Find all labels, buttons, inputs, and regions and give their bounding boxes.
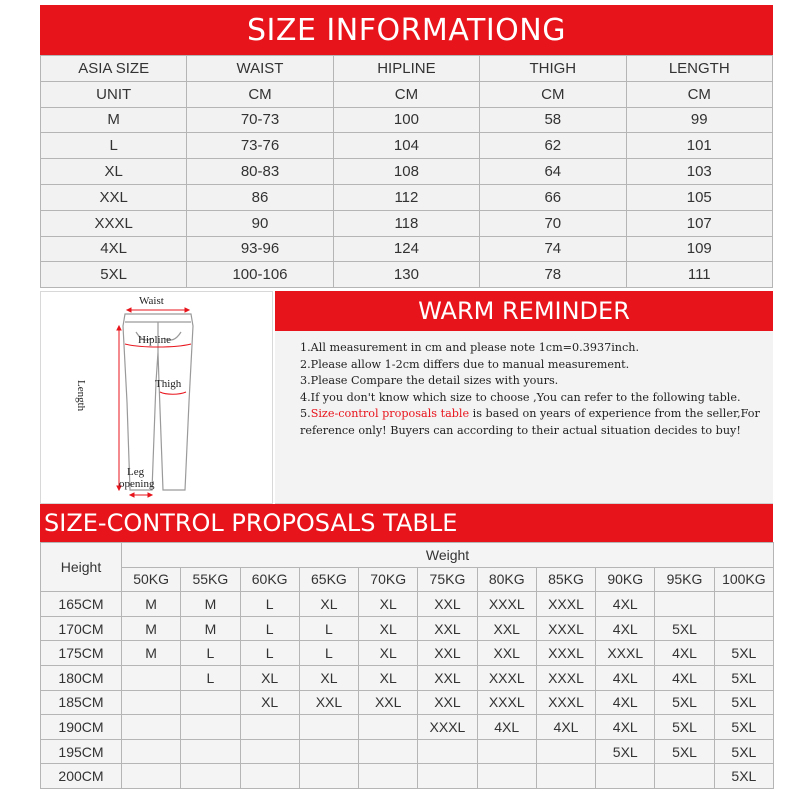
size-cell: XL — [240, 665, 299, 690]
weight-cell: 70KG — [359, 567, 418, 592]
size-cell: XXL — [418, 641, 477, 666]
size-cell — [240, 739, 299, 764]
pants-measurement-diagram — [40, 291, 273, 504]
size-cell — [714, 616, 773, 641]
table-row — [41, 690, 774, 715]
warm-reminder-text — [300, 340, 770, 440]
size-cell — [714, 592, 773, 617]
table-row — [41, 641, 774, 666]
length-cell: 107 — [626, 210, 773, 236]
size-cell: M — [122, 616, 181, 641]
size-cell: M — [181, 592, 240, 617]
height-cell: 180CM — [41, 665, 122, 690]
size-cell: 5XL — [596, 739, 655, 764]
size-cell — [359, 739, 418, 764]
size-cell: XXL — [418, 592, 477, 617]
size-cell: XL — [240, 690, 299, 715]
size-cell: L — [181, 665, 240, 690]
height-cell: 165CM — [41, 592, 122, 617]
size-cell: XXL — [477, 641, 536, 666]
size-cell: 4XL — [596, 592, 655, 617]
length-cell: 111 — [626, 262, 773, 288]
size-cell: 5XL — [714, 739, 773, 764]
weight-cell: 100KG — [714, 567, 773, 592]
header-asia-size: ASIA SIZE — [41, 56, 187, 82]
table-row — [41, 210, 773, 236]
size-cell — [536, 764, 595, 789]
reminder-line-5-highlight: Size-control proposals table — [310, 407, 470, 421]
size-cell: 5XL — [655, 616, 714, 641]
waist-cell: 100-106 — [187, 262, 333, 288]
size-cell: L — [299, 641, 358, 666]
size-table-header-row — [41, 56, 773, 82]
size-cell — [359, 715, 418, 740]
size-cell: XL — [359, 616, 418, 641]
reminder-line-4: 4.If you don't know which size to choose ,You can refer to the following table. — [300, 390, 741, 404]
thigh-cell: 74 — [480, 236, 626, 262]
size-cell: L — [240, 616, 299, 641]
weight-cell: 65KG — [299, 567, 358, 592]
size-cell — [536, 739, 595, 764]
header-thigh: THIGH — [480, 56, 626, 82]
table-row — [41, 236, 773, 262]
length-cell: 103 — [626, 159, 773, 185]
size-cell: 4XL — [596, 616, 655, 641]
height-cell: 185CM — [41, 690, 122, 715]
size-cell: XXL — [418, 616, 477, 641]
thigh-cell: 62 — [480, 133, 626, 159]
size-info-table — [40, 55, 773, 288]
size-cell: XXL — [418, 690, 477, 715]
hipline-cell: 112 — [333, 184, 479, 210]
size-cell: M — [122, 592, 181, 617]
size-cell: 4XL — [477, 715, 536, 740]
size-cell — [655, 592, 714, 617]
hipline-cell: 118 — [333, 210, 479, 236]
size-control-table — [40, 542, 774, 789]
size-cell — [596, 764, 655, 789]
length-cell: 101 — [626, 133, 773, 159]
size-cell: 5XL — [655, 690, 714, 715]
size-cell — [181, 764, 240, 789]
size-cell: XXL — [299, 690, 358, 715]
unit-length: CM — [626, 81, 773, 107]
waist-cell: 90 — [187, 210, 333, 236]
size-cell — [299, 739, 358, 764]
height-cell: 190CM — [41, 715, 122, 740]
size-cell — [359, 764, 418, 789]
size-cell: L — [41, 133, 187, 159]
table-row — [41, 262, 773, 288]
size-cell: XL — [299, 665, 358, 690]
weight-cell: 95KG — [655, 567, 714, 592]
length-cell: 99 — [626, 107, 773, 133]
size-cell — [477, 764, 536, 789]
size-info-title: SIZE INFORMATIONG — [40, 5, 773, 55]
waist-cell: 70-73 — [187, 107, 333, 133]
size-cell — [418, 739, 477, 764]
size-cell: XXXL — [477, 665, 536, 690]
length-cell: 109 — [626, 236, 773, 262]
size-cell — [299, 715, 358, 740]
size-cell: L — [299, 616, 358, 641]
header-hipline: HIPLINE — [333, 56, 479, 82]
size-cell: XXXL — [536, 592, 595, 617]
unit-label: UNIT — [41, 81, 187, 107]
size-cell: M — [181, 616, 240, 641]
size-cell: 5XL — [714, 690, 773, 715]
size-cell: 5XL — [655, 715, 714, 740]
control-header-row — [41, 543, 774, 568]
size-cell: 4XL — [596, 690, 655, 715]
unit-thigh: CM — [480, 81, 626, 107]
reminder-line-5 — [300, 406, 770, 439]
hipline-cell: 130 — [333, 262, 479, 288]
hipline-cell: 100 — [333, 107, 479, 133]
waist-label: Waist — [139, 295, 164, 307]
size-cell — [181, 715, 240, 740]
size-cell: 5XL — [714, 764, 773, 789]
size-cell: XXXL — [536, 665, 595, 690]
hipline-cell: 104 — [333, 133, 479, 159]
size-cell: 4XL — [596, 665, 655, 690]
height-header: Height — [41, 543, 122, 592]
unit-hipline: CM — [333, 81, 479, 107]
weight-cell: 75KG — [418, 567, 477, 592]
thigh-cell: 70 — [480, 210, 626, 236]
size-cell: XL — [41, 159, 187, 185]
thigh-label: Thigh — [155, 378, 182, 390]
weight-cell: 55KG — [181, 567, 240, 592]
table-row — [41, 616, 774, 641]
size-cell — [122, 715, 181, 740]
weight-cell: 90KG — [596, 567, 655, 592]
leg-label: Leg — [127, 466, 145, 478]
table-row — [41, 184, 773, 210]
thigh-cell: 66 — [480, 184, 626, 210]
size-cell: XXL — [359, 690, 418, 715]
weight-cell: 60KG — [240, 567, 299, 592]
table-row — [41, 665, 774, 690]
size-cell — [122, 665, 181, 690]
weight-cell: 85KG — [536, 567, 595, 592]
size-cell: XXXL — [536, 690, 595, 715]
height-cell: 195CM — [41, 739, 122, 764]
size-table-unit-row — [41, 81, 773, 107]
hipline-cell: 108 — [333, 159, 479, 185]
unit-waist: CM — [187, 81, 333, 107]
size-cell — [418, 764, 477, 789]
size-cell: XXL — [477, 616, 536, 641]
size-cell — [240, 715, 299, 740]
size-cell: 5XL — [41, 262, 187, 288]
length-label: Length — [75, 380, 87, 412]
size-cell — [122, 690, 181, 715]
waist-cell: 93-96 — [187, 236, 333, 262]
size-cell: L — [240, 641, 299, 666]
size-cell: XL — [359, 641, 418, 666]
size-cell: 5XL — [655, 739, 714, 764]
size-cell: 4XL — [41, 236, 187, 262]
size-cell: M — [122, 641, 181, 666]
reminder-line-3: 3.Please Compare the detail sizes with yours. — [300, 374, 559, 388]
height-cell: 175CM — [41, 641, 122, 666]
size-cell: XL — [359, 592, 418, 617]
weight-cell: 80KG — [477, 567, 536, 592]
size-cell: XXXL — [418, 715, 477, 740]
table-row — [41, 592, 774, 617]
size-cell: XXXL — [477, 592, 536, 617]
table-row — [41, 159, 773, 185]
size-cell: XXXL — [41, 210, 187, 236]
table-row — [41, 133, 773, 159]
size-cell — [240, 764, 299, 789]
hipline-label: Hipline — [138, 334, 171, 346]
size-cell — [299, 764, 358, 789]
size-cell — [122, 764, 181, 789]
reminder-line-5-rest: is based on years of experience from the seller,For reference only! Buyers can according to their actual situation decides to buy! — [300, 407, 760, 437]
weight-header: Weight — [122, 543, 774, 568]
size-cell: 5XL — [714, 715, 773, 740]
reminder-line-5-prefix: 5. — [300, 407, 311, 421]
size-cell: XL — [359, 665, 418, 690]
size-control-title: SIZE-CONTROL PROPOSALS TABLE — [40, 504, 773, 542]
weight-cell: 50KG — [122, 567, 181, 592]
size-cell: 5XL — [714, 665, 773, 690]
thigh-cell: 64 — [480, 159, 626, 185]
size-cell: XXXL — [477, 690, 536, 715]
waist-cell: 80-83 — [187, 159, 333, 185]
table-row — [41, 739, 774, 764]
height-cell: 200CM — [41, 764, 122, 789]
reminder-line-2: 2.Please allow 1-2cm differs due to manual measurement. — [300, 357, 630, 371]
size-cell — [122, 739, 181, 764]
size-cell: XXXL — [596, 641, 655, 666]
thigh-cell: 58 — [480, 107, 626, 133]
size-cell: 5XL — [714, 641, 773, 666]
size-cell: L — [240, 592, 299, 617]
table-row — [41, 764, 774, 789]
size-cell — [477, 739, 536, 764]
height-cell: 170CM — [41, 616, 122, 641]
thigh-cell: 78 — [480, 262, 626, 288]
size-cell: 4XL — [536, 715, 595, 740]
size-cell: 4XL — [655, 641, 714, 666]
reminder-line-1: 1.All measurement in cm and please note 1cm=0.3937inch. — [300, 341, 640, 354]
size-cell — [181, 690, 240, 715]
warm-reminder-title: WARM REMINDER — [275, 291, 773, 331]
size-cell — [181, 739, 240, 764]
hipline-cell: 124 — [333, 236, 479, 262]
waist-cell: 86 — [187, 184, 333, 210]
opening-label: opening — [119, 478, 155, 490]
size-cell: L — [181, 641, 240, 666]
size-cell: XXXL — [536, 641, 595, 666]
table-row — [41, 715, 774, 740]
size-cell: XXL — [418, 665, 477, 690]
length-cell: 105 — [626, 184, 773, 210]
header-length: LENGTH — [626, 56, 773, 82]
size-cell: XXXL — [536, 616, 595, 641]
size-cell: XL — [299, 592, 358, 617]
size-cell: M — [41, 107, 187, 133]
table-row — [41, 107, 773, 133]
size-cell: 4XL — [596, 715, 655, 740]
size-cell: 4XL — [655, 665, 714, 690]
size-cell: XXL — [41, 184, 187, 210]
header-waist: WAIST — [187, 56, 333, 82]
size-cell — [655, 764, 714, 789]
weight-row — [41, 567, 774, 592]
waist-cell: 73-76 — [187, 133, 333, 159]
